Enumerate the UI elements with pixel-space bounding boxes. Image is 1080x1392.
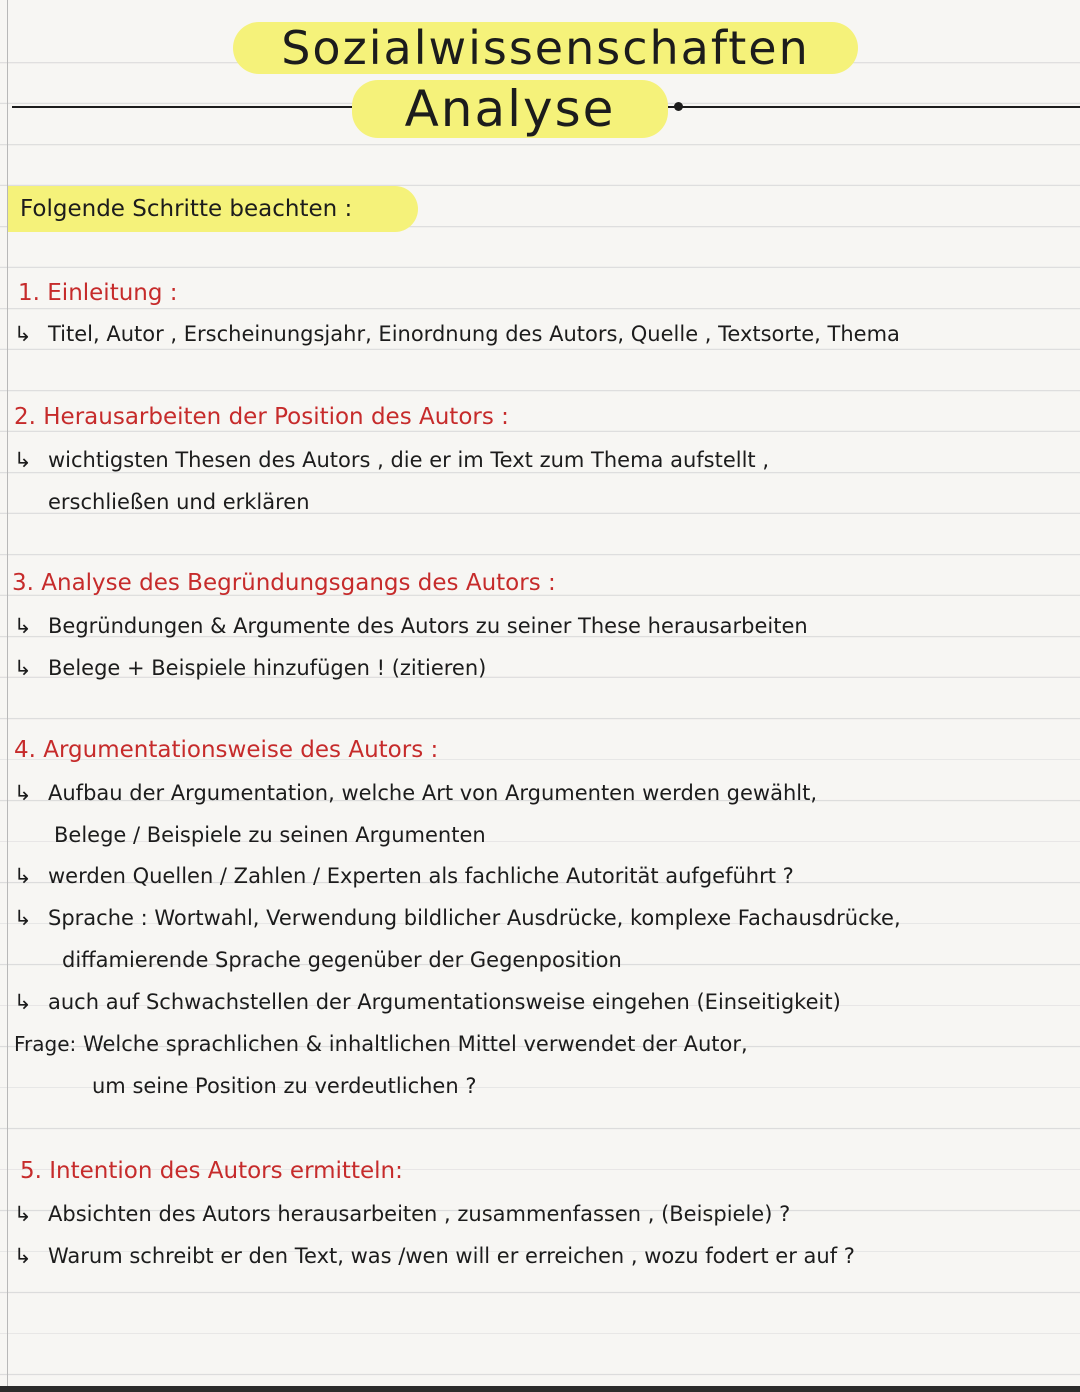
section-4-frage-line-2: um seine Position zu verdeutlichen ? [92,1074,477,1098]
section-4-frage-line-1: Frage: Welche sprachlichen & inhaltlichen Mittel verwendet der Autor, [14,1032,748,1056]
section-4-line-4: ↳ Sprache : Wortwahl, Verwendung bildlicher Ausdrücke, komplexe Fachausdrücke, [14,906,901,930]
arrow-icon: ↳ [14,614,32,638]
section-5-line-2: ↳ Warum schreibt er den Text, was /wen will er erreichen , wozu fodert er auf ? [14,1244,855,1268]
arrow-icon: ↳ [14,448,32,472]
intro-note: Folgende Schritte beachten : [8,186,418,232]
page-subtitle: Analyse [352,80,668,138]
section-2-line-2: erschließen und erklären [48,490,310,514]
arrow-icon: ↳ [14,1202,32,1226]
page-title: Sozialwissenschaften [233,22,858,74]
section-2-heading: 2. Herausarbeiten der Position des Autors : [14,404,509,430]
arrow-icon: ↳ [14,781,32,805]
section-4-line-5: diffamierende Sprache gegenüber der Gegenposition [62,948,622,972]
divider-dot-right [674,102,683,111]
section-4-line-6: ↳ auch auf Schwachstellen der Argumentationsweise eingehen (Einseitigkeit) [14,990,841,1014]
section-1-line-1: ↳ Titel, Autor , Erscheinungsjahr, Einordnung des Autors, Quelle , Textsorte, Thema [14,322,900,346]
arrow-icon: ↳ [14,906,32,930]
arrow-icon: ↳ [14,322,32,346]
page-bottom-edge [0,1386,1080,1392]
arrow-icon: ↳ [14,990,32,1014]
section-4-line-2: Belege / Beispiele zu seinen Argumenten [54,823,486,847]
frage-label: Frage: [14,1032,77,1056]
section-1-heading: 1. Einleitung : [18,280,178,306]
arrow-icon: ↳ [14,1244,32,1268]
section-5-line-1: ↳ Absichten des Autors herausarbeiten , zusammenfassen , (Beispiele) ? [14,1202,791,1226]
arrow-icon: ↳ [14,864,32,888]
section-3-line-1: ↳ Begründungen & Argumente des Autors zu seiner These herausarbeiten [14,614,808,638]
section-5-heading: 5. Intention des Autors ermitteln: [20,1158,403,1184]
section-3-line-2: ↳ Belege + Beispiele hinzufügen ! (zitieren) [14,656,487,680]
arrow-icon: ↳ [14,656,32,680]
section-3-heading: 3. Analyse des Begründungsgangs des Autors : [12,570,556,596]
section-4-heading: 4. Argumentationsweise des Autors : [14,737,439,763]
section-2-line-1: ↳ wichtigsten Thesen des Autors , die er im Text zum Thema aufstellt , [14,448,770,472]
section-4-line-3: ↳ werden Quellen / Zahlen / Experten als fachliche Autorität aufgeführt ? [14,864,794,888]
section-4-line-1: ↳ Aufbau der Argumentation, welche Art von Argumenten werden gewählt, [14,781,818,805]
